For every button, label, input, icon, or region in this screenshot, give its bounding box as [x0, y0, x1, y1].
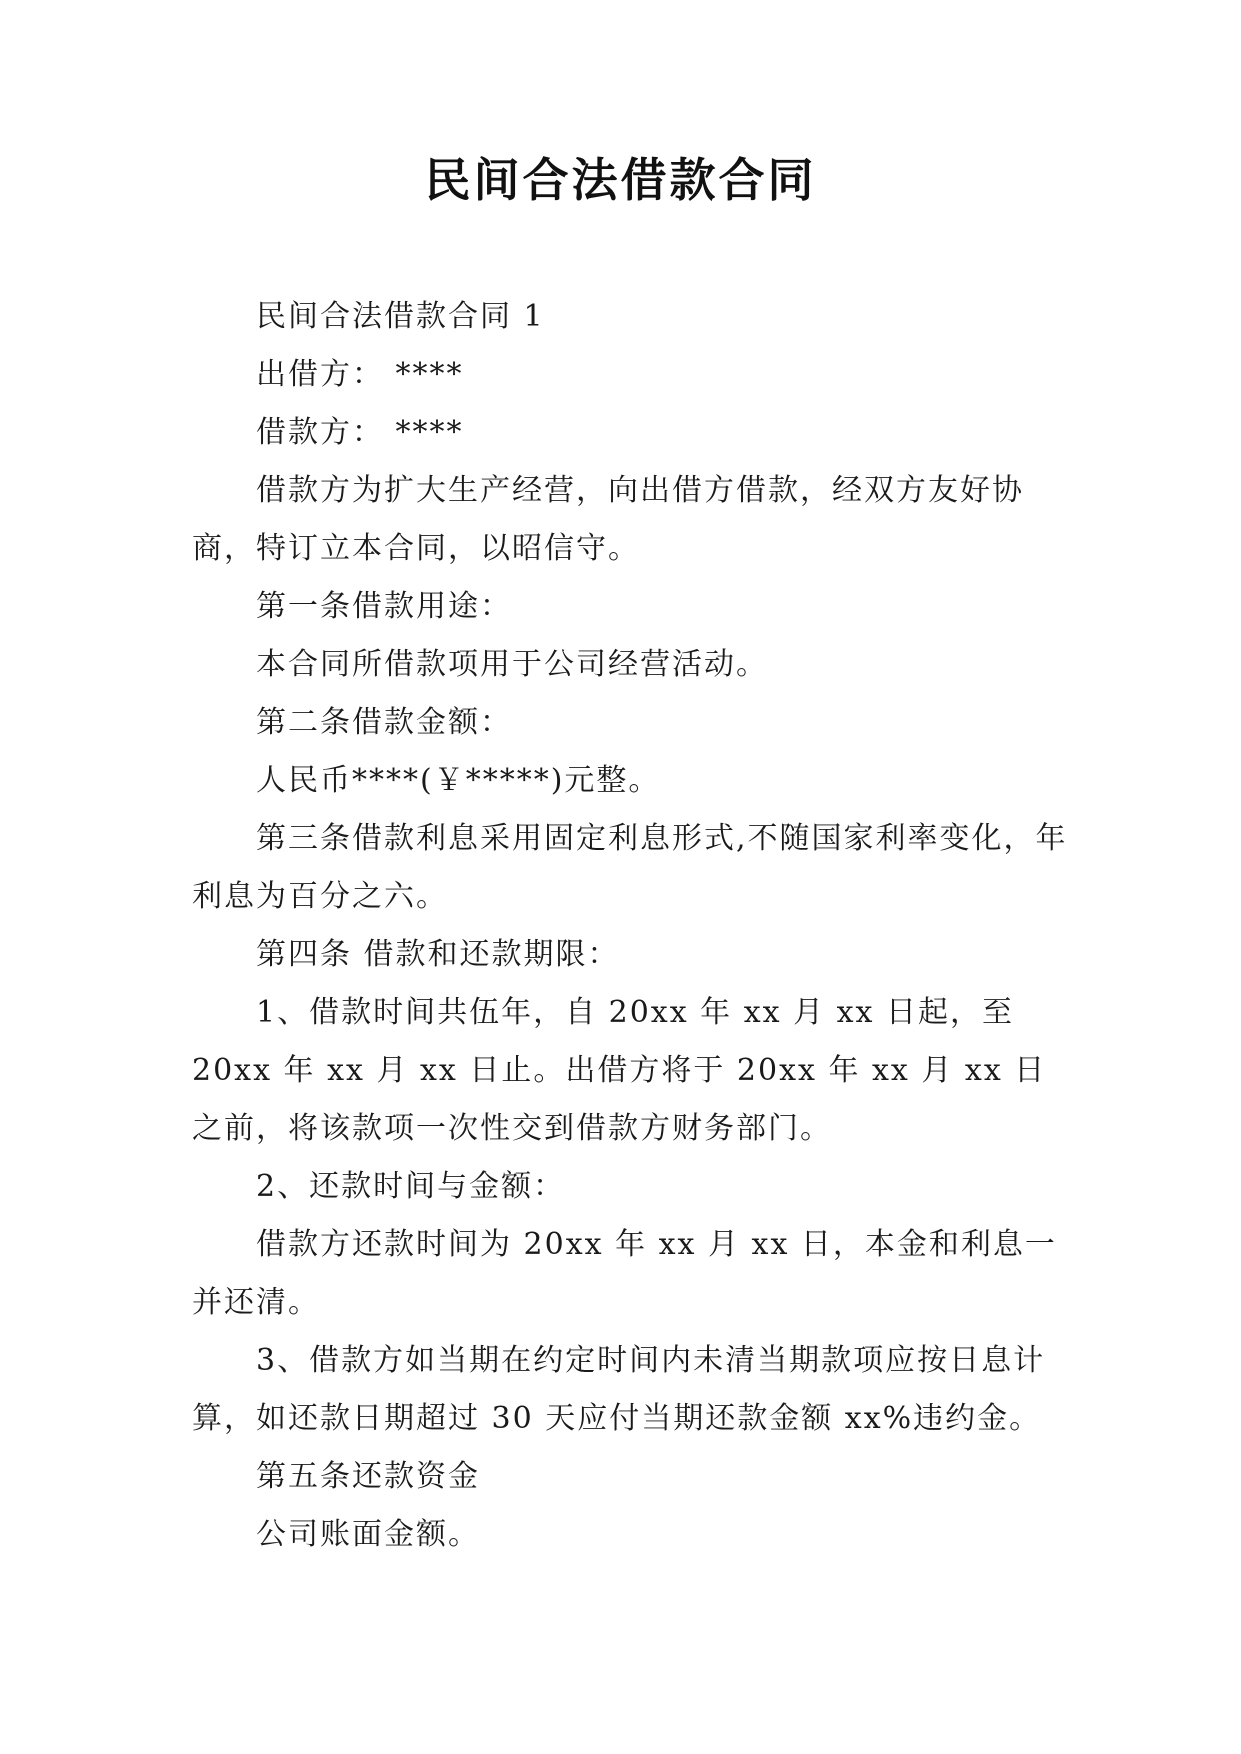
paragraph-article-4-item-2-text: 借款方还款时间为 20xx 年 xx 月 xx 日，本金和利息一并还清。 — [192, 1227, 1057, 1320]
paragraph-heading: 民间合法借款合同 1 — [256, 299, 545, 334]
paragraph-article-4: 第四条 借款和还款期限： — [256, 937, 620, 972]
document-body — [192, 288, 1072, 1564]
paragraph-article-3: 第三条借款利息采用固定利息形式,不随国家利率变化，年利息为百分之六。 — [192, 821, 1068, 914]
paragraph-article-1: 第一条借款用途： — [256, 589, 512, 624]
paragraph-article-5-text: 公司账面金额。 — [256, 1517, 480, 1552]
paragraph-borrower: 借款方： **** — [256, 415, 464, 450]
paragraph-article-4-item-2: 2、还款时间与金额： — [256, 1169, 566, 1204]
paragraph-article-1-text: 本合同所借款项用于公司经营活动。 — [256, 647, 768, 682]
paragraph-article-2-text: 人民币****(￥*****)元整。 — [256, 763, 661, 798]
paragraph-article-4-item-1: 1、借款时间共伍年，自 20xx 年 xx 月 xx 日起，至 20xx 年 xx 月 xx 日止。出借方将于 20xx 年 xx 月 xx 日之前，将该款项一次性交到借款方财务部门。 — [192, 995, 1047, 1146]
paragraph-article-4-item-3: 3、借款方如当期在约定时间内未清当期款项应按日息计算，如还款日期超过 30 天应付当期还款金额 xx%违约金。 — [192, 1343, 1046, 1436]
paragraph-preamble: 借款方为扩大生产经营，向出借方借款，经双方友好协商，特订立本合同，以昭信守。 — [192, 473, 1024, 566]
paragraph-article-5: 第五条还款资金 — [256, 1459, 480, 1494]
paragraph-article-2: 第二条借款金额： — [256, 705, 512, 740]
paragraph-lender: 出借方： **** — [256, 357, 464, 392]
document-title: 民间合法借款合同 — [424, 153, 817, 207]
